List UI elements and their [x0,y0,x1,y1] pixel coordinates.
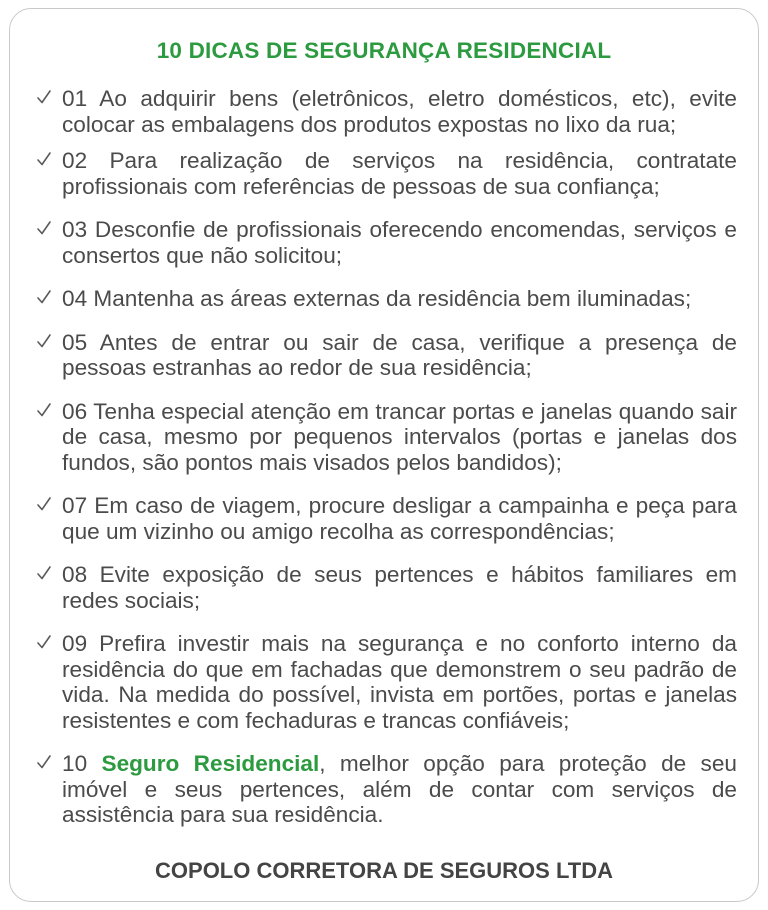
tip-text: 03 Desconfie de profissionais oferecendo encomendas, serviços e consertos que não solicitou; [62,217,737,268]
tip-highlight: Seguro Residencial [101,751,320,776]
tip-item [36,330,737,381]
check-icon [36,495,52,513]
check-icon [36,401,52,419]
tip-item [36,562,737,613]
tip-number: 10 [62,751,102,776]
check-icon [36,564,52,582]
tip-item [36,86,737,137]
footer-company: COPOLO CORRETORA DE SEGUROS LTDA [155,858,613,883]
tip-text: 04 Mantenha as áreas externas da residência bem iluminadas; [62,286,692,311]
tip-text: , melhor opção para proteção de seu imóvel e seus pertences, além de contar com serviços de assistência para sua residência. [62,751,737,827]
check-icon [36,753,52,771]
tip-item [36,493,737,544]
tip-text: 07 Em caso de viagem, procure desligar a campainha e peça para que um vizinho ou amigo recolha as correspondências; [62,493,737,544]
tip-text: 01 Ao adquirir bens (eletrônicos, eletro domésticos, etc), evite colocar as embalagens dos produtos expostas no lixo da rua; [62,86,737,137]
tip-item [36,751,737,828]
tip-item [36,631,737,733]
tip-item [36,217,737,268]
tip-text: 05 Antes de entrar ou sair de casa, verifique a presença de pessoas estranhas ao redor de sua residência; [62,329,737,380]
tips-list [36,86,737,828]
check-icon [36,633,52,651]
tip-text: 02 Para realização de serviços na residência, contratate profissionais com referências de pessoas de sua confiança; [62,148,737,199]
tip-text: 09 Prefira investir mais na segurança e no conforto interno da residência do que em fachadas que demonstrem o seu padrão de vida. Na medida do possível, invista em portões, portas e janelas resistentes e com fechaduras e trancas confiáveis; [62,631,737,733]
tip-item [36,399,737,476]
check-icon [36,219,52,237]
check-icon [36,332,52,350]
check-icon [36,150,52,168]
page-title: 10 DICAS DE SEGURANÇA RESIDENCIAL [156,38,612,63]
tip-item [36,286,737,312]
tip-item [36,148,737,199]
check-icon [36,88,52,106]
tip-text: 06 Tenha especial atenção em trancar portas e janelas quando sair de casa, mesmo por pequenos intervalos (portas e janelas dos fundos, são pontos mais visados pelos bandidos); [62,398,737,475]
check-icon [36,288,52,306]
tip-text: 08 Evite exposição de seus pertences e hábitos familiares em redes sociais; [62,562,737,613]
